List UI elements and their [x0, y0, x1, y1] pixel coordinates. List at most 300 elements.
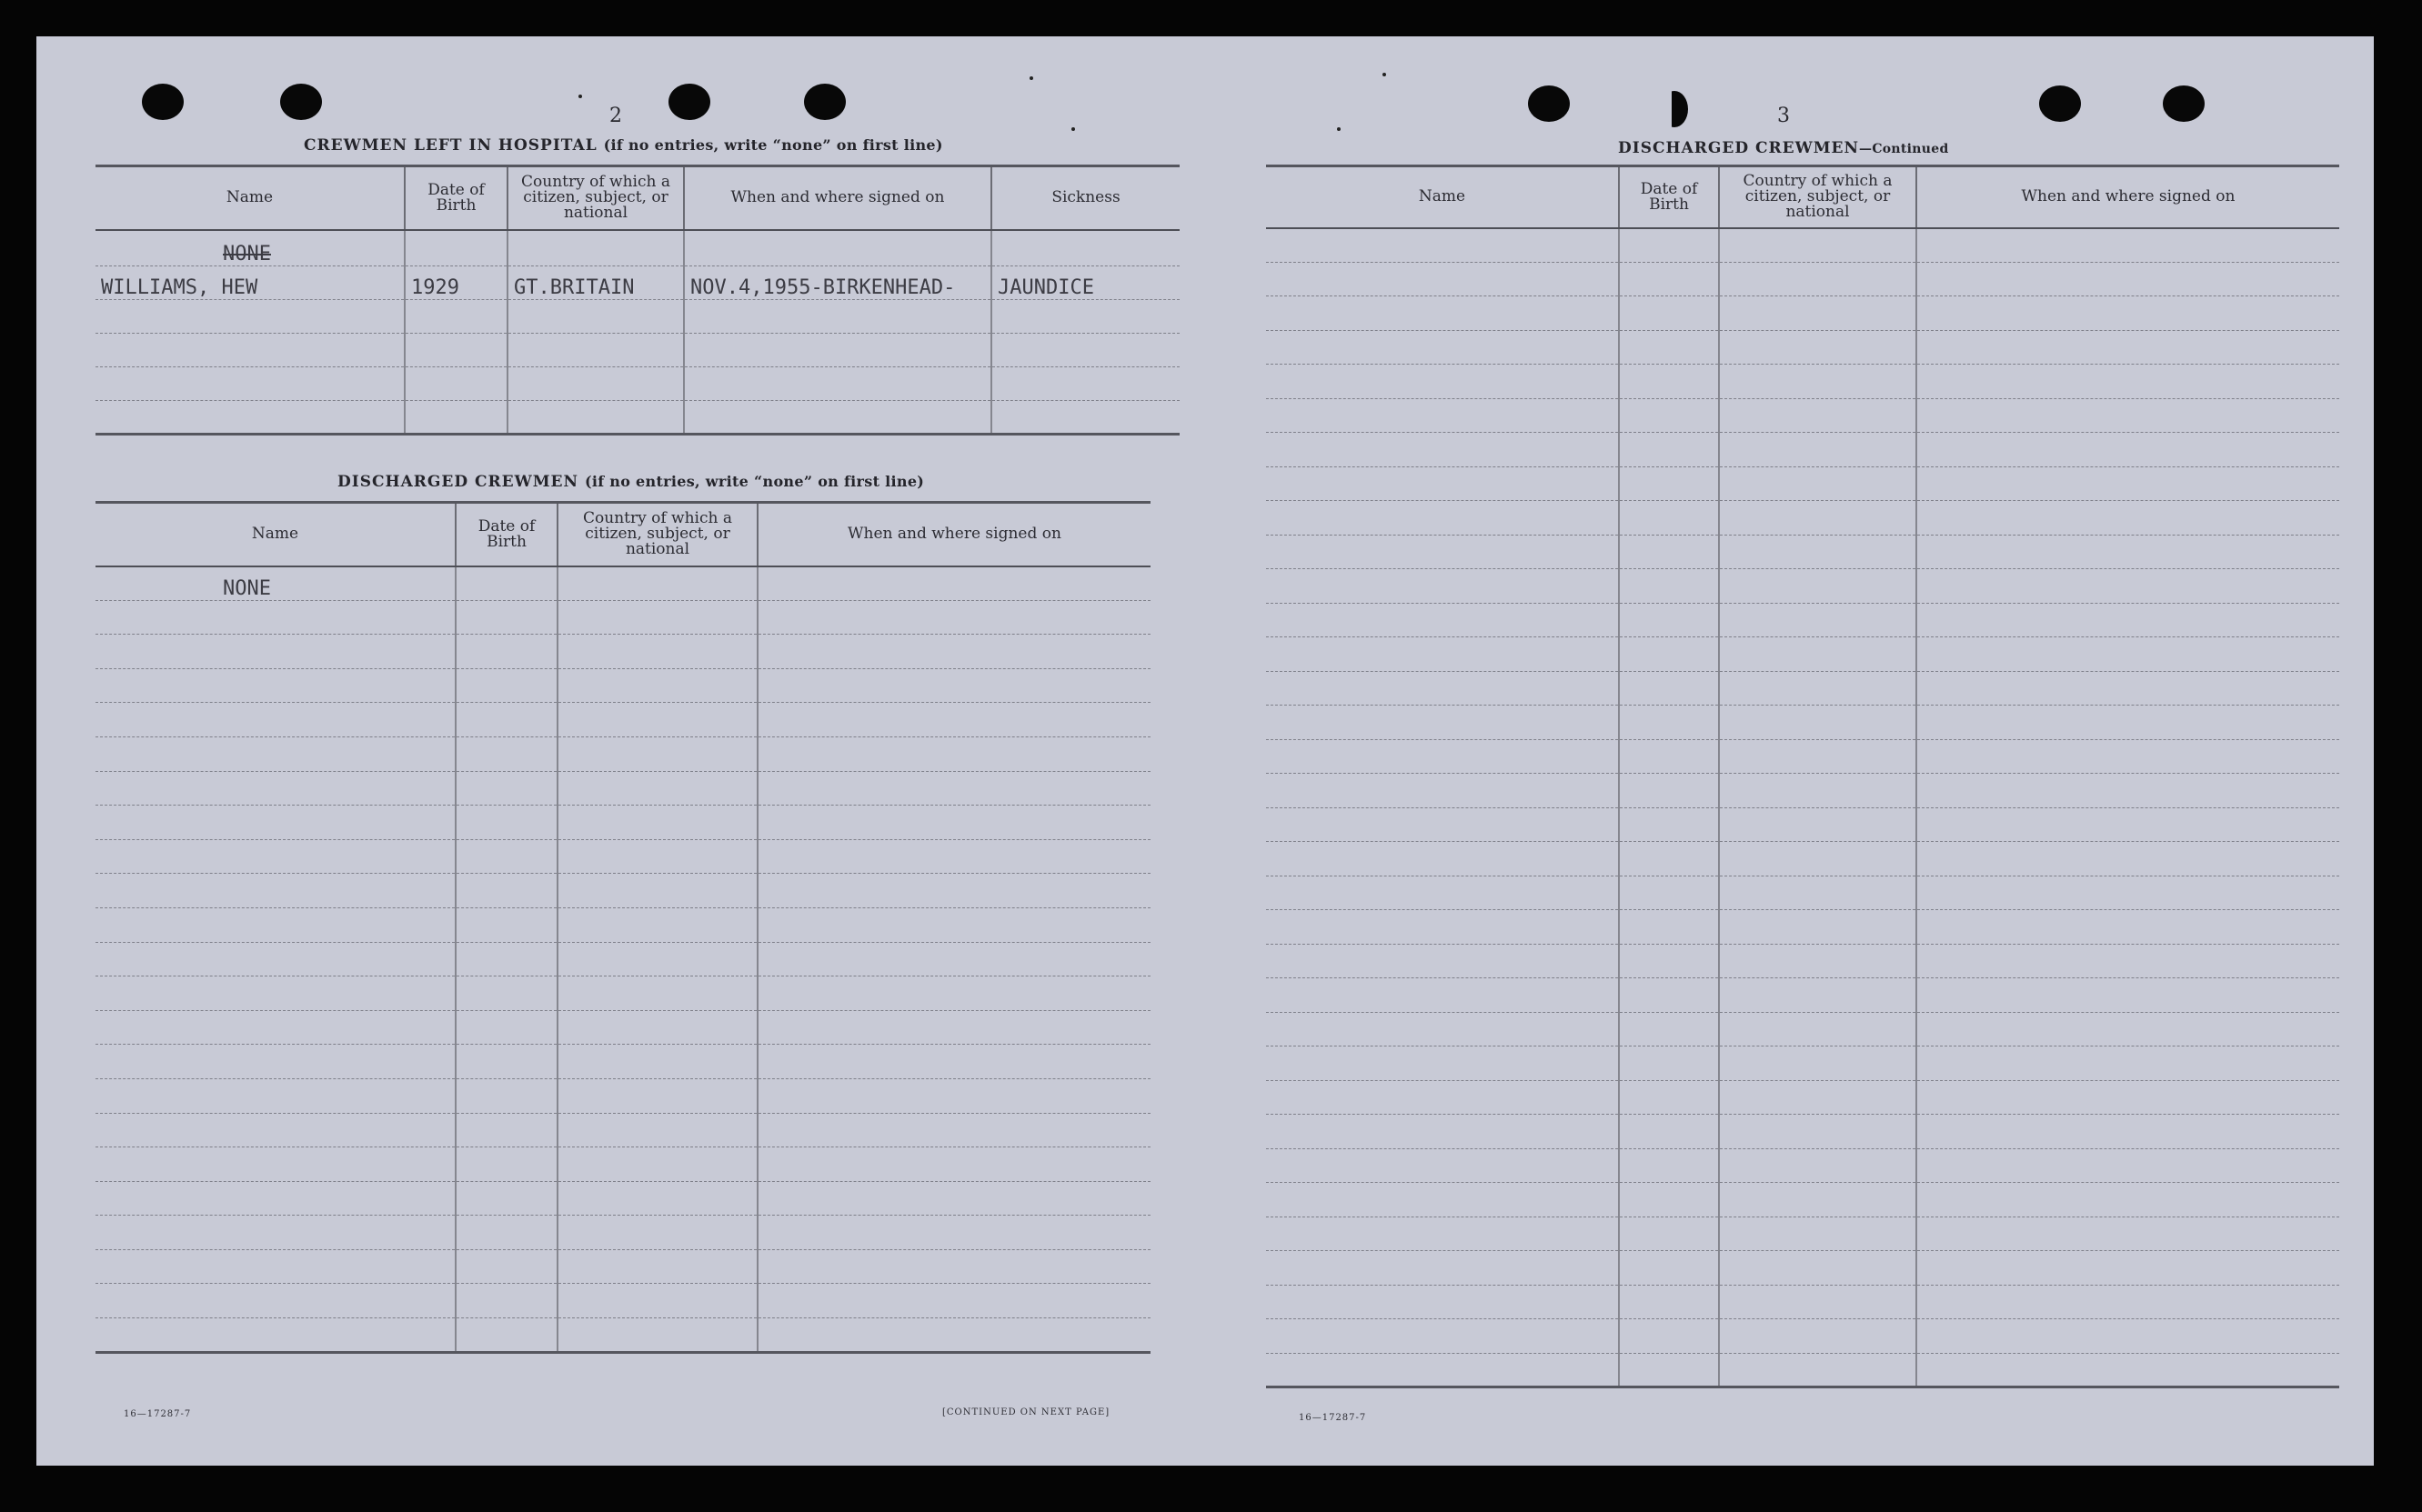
name-cell	[95, 668, 456, 703]
name-cell	[1266, 433, 1619, 467]
signed-cell	[758, 1249, 1151, 1284]
table-row	[95, 635, 1151, 669]
name-cell	[1266, 1080, 1619, 1115]
dob-cell	[456, 942, 558, 976]
col-header-country: Country of which a citizen, subject, or national	[1719, 166, 1916, 228]
dob-cell	[1619, 807, 1719, 842]
country-cell	[508, 230, 684, 266]
form-code-page2: 16—17287-7	[124, 1409, 192, 1419]
country-cell	[1719, 1148, 1916, 1183]
table-row	[1266, 774, 2339, 808]
table-row	[95, 334, 1180, 367]
country-cell	[558, 1284, 758, 1318]
table-row	[95, 1010, 1151, 1045]
country-cell	[1719, 1285, 1916, 1319]
table-row	[1266, 876, 2339, 910]
table-row	[1266, 398, 2339, 433]
name-cell	[1266, 296, 1619, 331]
country-cell	[1719, 1012, 1916, 1046]
name-cell	[1266, 807, 1619, 842]
name-cell	[95, 334, 405, 367]
discharged-instruction: (if no entries, write “none” on first line)	[584, 473, 925, 490]
name-cell	[95, 942, 456, 976]
name-cell	[1266, 739, 1619, 774]
name-cell	[1266, 1319, 1619, 1354]
col-header-dob: Date of Birth	[1619, 166, 1719, 228]
signed-cell	[758, 668, 1151, 703]
signed-cell	[1916, 330, 2339, 365]
hospital-title: CREWMEN LEFT IN HOSPITAL	[304, 136, 598, 155]
col-header-dob: Date of Birth	[456, 503, 558, 566]
signed-cell	[1916, 807, 2339, 842]
speck	[1337, 127, 1341, 131]
dob-cell	[1619, 466, 1719, 501]
name-cell	[1266, 1251, 1619, 1286]
dob-cell	[456, 703, 558, 737]
dob-cell	[456, 976, 558, 1011]
punch-hole-7	[2039, 85, 2081, 122]
dob-cell	[1619, 433, 1719, 467]
name-cell	[95, 839, 456, 874]
name-cell	[1266, 501, 1619, 536]
speck	[1071, 127, 1075, 131]
signed-cell	[758, 600, 1151, 635]
name-cell	[95, 1078, 456, 1113]
name-cell	[95, 1045, 456, 1079]
col-header-signed: When and where signed on	[1916, 166, 2339, 228]
signed-cell	[758, 942, 1151, 976]
table-row	[95, 1045, 1151, 1079]
table-row	[1266, 296, 2339, 331]
punch-hole-4	[804, 84, 846, 120]
dob-cell	[456, 907, 558, 942]
signed-cell	[1916, 1285, 2339, 1319]
hospital-section-title	[304, 136, 943, 155]
country-cell	[1719, 637, 1916, 672]
col-header-signed: When and where signed on	[684, 166, 991, 230]
table-row	[95, 1113, 1151, 1147]
signed-cell	[684, 367, 991, 401]
table-row	[1266, 1046, 2339, 1081]
table-row	[1266, 978, 2339, 1013]
signed-cell	[758, 1045, 1151, 1079]
dob-cell	[405, 230, 508, 266]
name-cell	[95, 1181, 456, 1216]
name-cell	[1266, 910, 1619, 945]
signed-cell	[684, 300, 991, 334]
table-row	[1266, 535, 2339, 569]
table-row	[95, 1181, 1151, 1216]
name-cell	[1266, 466, 1619, 501]
name-cell	[95, 907, 456, 942]
country-cell	[558, 1181, 758, 1216]
signed-cell	[1916, 398, 2339, 433]
name-cell	[1266, 876, 1619, 910]
dob-cell	[1619, 365, 1719, 399]
dob-cell	[1619, 228, 1719, 263]
signed-cell	[1916, 706, 2339, 740]
discharged-section-title	[337, 473, 924, 491]
name-cell	[95, 1249, 456, 1284]
country-cell	[1719, 501, 1916, 536]
dob-cell	[1619, 296, 1719, 331]
dob-cell	[405, 334, 508, 367]
signed-cell	[758, 1113, 1151, 1147]
dob-cell	[1619, 1080, 1719, 1115]
signed-cell	[758, 1318, 1151, 1353]
table-row	[1266, 1183, 2339, 1217]
country-cell	[1719, 535, 1916, 569]
country-cell	[1719, 876, 1916, 910]
country-cell	[558, 1113, 758, 1147]
country-cell	[1719, 365, 1916, 399]
name-cell	[1266, 944, 1619, 978]
table-row	[1266, 739, 2339, 774]
dob-cell	[456, 771, 558, 806]
table-row	[95, 806, 1151, 840]
country-cell	[558, 1318, 758, 1353]
table-row	[95, 736, 1151, 771]
signed-cell	[758, 1284, 1151, 1318]
table-row	[1266, 1353, 2339, 1387]
dob-cell	[1619, 398, 1719, 433]
country-cell	[558, 942, 758, 976]
table-row	[1266, 569, 2339, 604]
signed-cell	[1916, 1012, 2339, 1046]
name-cell	[1266, 1046, 1619, 1081]
table-row	[95, 1249, 1151, 1284]
dob-cell	[1619, 1183, 1719, 1217]
name-cell	[95, 736, 456, 771]
table-row	[95, 668, 1151, 703]
dob-cell	[1619, 944, 1719, 978]
signed-cell	[758, 1216, 1151, 1250]
country-cell	[508, 334, 684, 367]
page3-section-title	[1618, 139, 1949, 157]
country-cell	[1719, 842, 1916, 876]
country-cell	[1719, 296, 1916, 331]
table-row	[95, 300, 1180, 334]
country-cell	[1719, 262, 1916, 296]
col-header-name: Name	[95, 503, 456, 566]
table-row	[95, 976, 1151, 1011]
signed-cell	[1916, 978, 2339, 1013]
table-row	[95, 401, 1180, 435]
table-row	[1266, 807, 2339, 842]
name-cell	[1266, 603, 1619, 637]
name-cell	[1266, 365, 1619, 399]
table-row	[95, 266, 1180, 300]
country-cell	[558, 635, 758, 669]
table-row	[1266, 842, 2339, 876]
dob-cell	[1619, 1217, 1719, 1251]
table-row	[1266, 262, 2339, 296]
country-cell	[1719, 774, 1916, 808]
name-cell	[1266, 1148, 1619, 1183]
dob-cell	[456, 839, 558, 874]
name-cell	[1266, 637, 1619, 672]
table-row	[1266, 1217, 2339, 1251]
dob-cell	[456, 1113, 558, 1147]
name-cell	[95, 771, 456, 806]
signed-cell	[758, 976, 1151, 1011]
signed-cell	[1916, 1319, 2339, 1354]
signed-cell	[684, 401, 991, 435]
form-code-page3: 16—17287-7	[1299, 1413, 1367, 1423]
signed-cell	[1916, 1251, 2339, 1286]
signed-cell	[1916, 1217, 2339, 1251]
table-row	[95, 1284, 1151, 1318]
signed-cell	[1916, 433, 2339, 467]
dob-cell	[1619, 739, 1719, 774]
country-cell	[508, 367, 684, 401]
dob-cell	[456, 1216, 558, 1250]
table-row	[95, 839, 1151, 874]
punch-hole-6	[1661, 91, 1688, 127]
page-number-3: 3	[1777, 105, 1790, 127]
dob-cell	[456, 566, 558, 601]
signed-cell	[758, 1010, 1151, 1045]
country-cell	[558, 736, 758, 771]
signed-cell	[1916, 1115, 2339, 1149]
country-cell	[558, 1078, 758, 1113]
country-cell	[558, 1147, 758, 1182]
name-cell	[95, 1010, 456, 1045]
dob-cell	[1619, 330, 1719, 365]
country-cell	[1719, 569, 1916, 604]
table-row	[95, 1147, 1151, 1182]
name-cell	[1266, 842, 1619, 876]
signed-cell	[1916, 296, 2339, 331]
name-cell	[95, 1113, 456, 1147]
continued-note: [CONTINUED ON NEXT PAGE]	[942, 1407, 1111, 1417]
signed-cell	[758, 1181, 1151, 1216]
sickness-cell: JAUNDICE	[991, 266, 1180, 300]
punch-hole-2	[280, 84, 322, 120]
country-cell	[1719, 1080, 1916, 1115]
country-cell	[508, 401, 684, 435]
dob-cell	[1619, 706, 1719, 740]
country-cell	[1719, 330, 1916, 365]
signed-cell	[1916, 1046, 2339, 1081]
name-cell	[95, 1284, 456, 1318]
country-cell	[1719, 1046, 1916, 1081]
signed-cell	[1916, 365, 2339, 399]
name-cell: NONE	[95, 230, 405, 266]
signed-cell	[1916, 1148, 2339, 1183]
sickness-cell	[991, 367, 1180, 401]
name-cell	[95, 1147, 456, 1182]
hospital-table	[95, 165, 1180, 436]
discharged-table	[95, 501, 1151, 1354]
signed-cell	[1916, 944, 2339, 978]
dob-cell	[1619, 978, 1719, 1013]
table-row	[1266, 1012, 2339, 1046]
dob-cell	[1619, 501, 1719, 536]
name-cell	[1266, 1217, 1619, 1251]
dob-cell	[1619, 1115, 1719, 1149]
table-row	[1266, 944, 2339, 978]
col-header-signed: When and where signed on	[758, 503, 1151, 566]
dob-cell	[1619, 603, 1719, 637]
page3-title: DISCHARGED CREWMEN	[1618, 139, 1860, 157]
country-cell	[558, 600, 758, 635]
name-cell	[95, 367, 405, 401]
table-row	[1266, 671, 2339, 706]
punch-hole-8	[2163, 85, 2205, 122]
signed-cell	[758, 806, 1151, 840]
col-header-dob: Date of Birth	[405, 166, 508, 230]
dob-cell	[456, 600, 558, 635]
dob-cell	[456, 1249, 558, 1284]
speck	[1382, 73, 1386, 76]
dob-cell	[456, 1045, 558, 1079]
signed-cell	[1916, 774, 2339, 808]
country-cell	[1719, 398, 1916, 433]
signed-cell	[1916, 466, 2339, 501]
name-cell	[1266, 262, 1619, 296]
country-cell	[1719, 706, 1916, 740]
country-cell	[508, 300, 684, 334]
country-cell	[1719, 1251, 1916, 1286]
name-cell	[95, 600, 456, 635]
table-row	[1266, 1148, 2339, 1183]
name-cell	[95, 401, 405, 435]
signed-cell	[1916, 739, 2339, 774]
signed-cell	[758, 703, 1151, 737]
table-row	[1266, 706, 2339, 740]
country-cell	[558, 1045, 758, 1079]
punch-hole-5	[1528, 85, 1570, 122]
table-row	[95, 600, 1151, 635]
country-cell	[1719, 466, 1916, 501]
country-cell	[558, 976, 758, 1011]
dob-cell	[456, 1078, 558, 1113]
signed-cell	[1916, 535, 2339, 569]
country-cell	[558, 1216, 758, 1250]
table-row	[1266, 466, 2339, 501]
name-cell	[95, 976, 456, 1011]
country-cell	[1719, 1115, 1916, 1149]
name-cell	[1266, 671, 1619, 706]
col-header-name: Name	[1266, 166, 1619, 228]
country-cell	[1719, 603, 1916, 637]
dob-cell	[1619, 910, 1719, 945]
dob-cell	[456, 1284, 558, 1318]
signed-cell: NOV.4,1955-BIRKENHEAD-	[684, 266, 991, 300]
country-cell	[1719, 910, 1916, 945]
name-cell	[95, 806, 456, 840]
name-cell	[95, 874, 456, 908]
dob-cell	[1619, 637, 1719, 672]
signed-cell	[758, 635, 1151, 669]
table-row	[95, 1078, 1151, 1113]
signed-cell	[684, 230, 991, 266]
dob-cell	[1619, 535, 1719, 569]
country-cell	[1719, 228, 1916, 263]
table-row	[1266, 603, 2339, 637]
country-cell	[558, 907, 758, 942]
signed-cell	[758, 1147, 1151, 1182]
signed-cell	[1916, 603, 2339, 637]
dob-cell	[456, 635, 558, 669]
country-cell	[558, 806, 758, 840]
table-row	[1266, 330, 2339, 365]
table-row	[95, 771, 1151, 806]
table-row	[1266, 228, 2339, 263]
name-cell	[1266, 330, 1619, 365]
dob-cell	[1619, 774, 1719, 808]
country-cell	[558, 771, 758, 806]
country-cell	[558, 1010, 758, 1045]
signed-cell	[758, 771, 1151, 806]
country-cell	[1719, 1319, 1916, 1354]
table-row	[95, 1318, 1151, 1353]
name-cell	[95, 635, 456, 669]
name-cell	[1266, 1183, 1619, 1217]
name-cell	[1266, 535, 1619, 569]
table-row	[95, 874, 1151, 908]
table-row	[95, 907, 1151, 942]
signed-cell	[1916, 262, 2339, 296]
signed-cell	[758, 907, 1151, 942]
dob-cell	[456, 874, 558, 908]
signed-cell	[1916, 501, 2339, 536]
signed-cell	[1916, 910, 2339, 945]
dob-cell	[456, 1010, 558, 1045]
dob-cell	[456, 1181, 558, 1216]
signed-cell	[1916, 1183, 2339, 1217]
sickness-cell	[991, 300, 1180, 334]
dob-cell	[1619, 1353, 1719, 1387]
dob-cell	[1619, 1285, 1719, 1319]
name-cell	[1266, 1115, 1619, 1149]
country-cell	[558, 566, 758, 601]
punch-hole-3	[668, 84, 710, 120]
dob-cell	[405, 367, 508, 401]
table-row	[1266, 1080, 2339, 1115]
table-row	[95, 942, 1151, 976]
table-row	[1266, 1285, 2339, 1319]
country-cell	[558, 703, 758, 737]
table-row	[1266, 910, 2339, 945]
name-cell	[1266, 1285, 1619, 1319]
dob-cell	[1619, 876, 1719, 910]
signed-cell	[1916, 1080, 2339, 1115]
discharged-title: DISCHARGED CREWMEN	[337, 473, 579, 491]
dob-cell	[1619, 1046, 1719, 1081]
signed-cell	[1916, 842, 2339, 876]
sickness-cell	[991, 230, 1180, 266]
dob-cell	[1619, 1319, 1719, 1354]
table-row	[95, 1216, 1151, 1250]
name-cell	[95, 300, 405, 334]
dob-cell	[456, 1147, 558, 1182]
name-cell	[1266, 1353, 1619, 1387]
col-header-country: Country of which a citizen, subject, or national	[558, 503, 758, 566]
document-sheet	[36, 36, 2374, 1466]
punch-hole-1	[142, 84, 184, 120]
dob-cell	[1619, 671, 1719, 706]
dob-cell	[1619, 842, 1719, 876]
country-cell	[1719, 944, 1916, 978]
country-cell	[558, 1249, 758, 1284]
name-cell	[1266, 228, 1619, 263]
dob-cell	[1619, 569, 1719, 604]
signed-cell	[758, 566, 1151, 601]
table-row	[1266, 365, 2339, 399]
table-row	[95, 703, 1151, 737]
